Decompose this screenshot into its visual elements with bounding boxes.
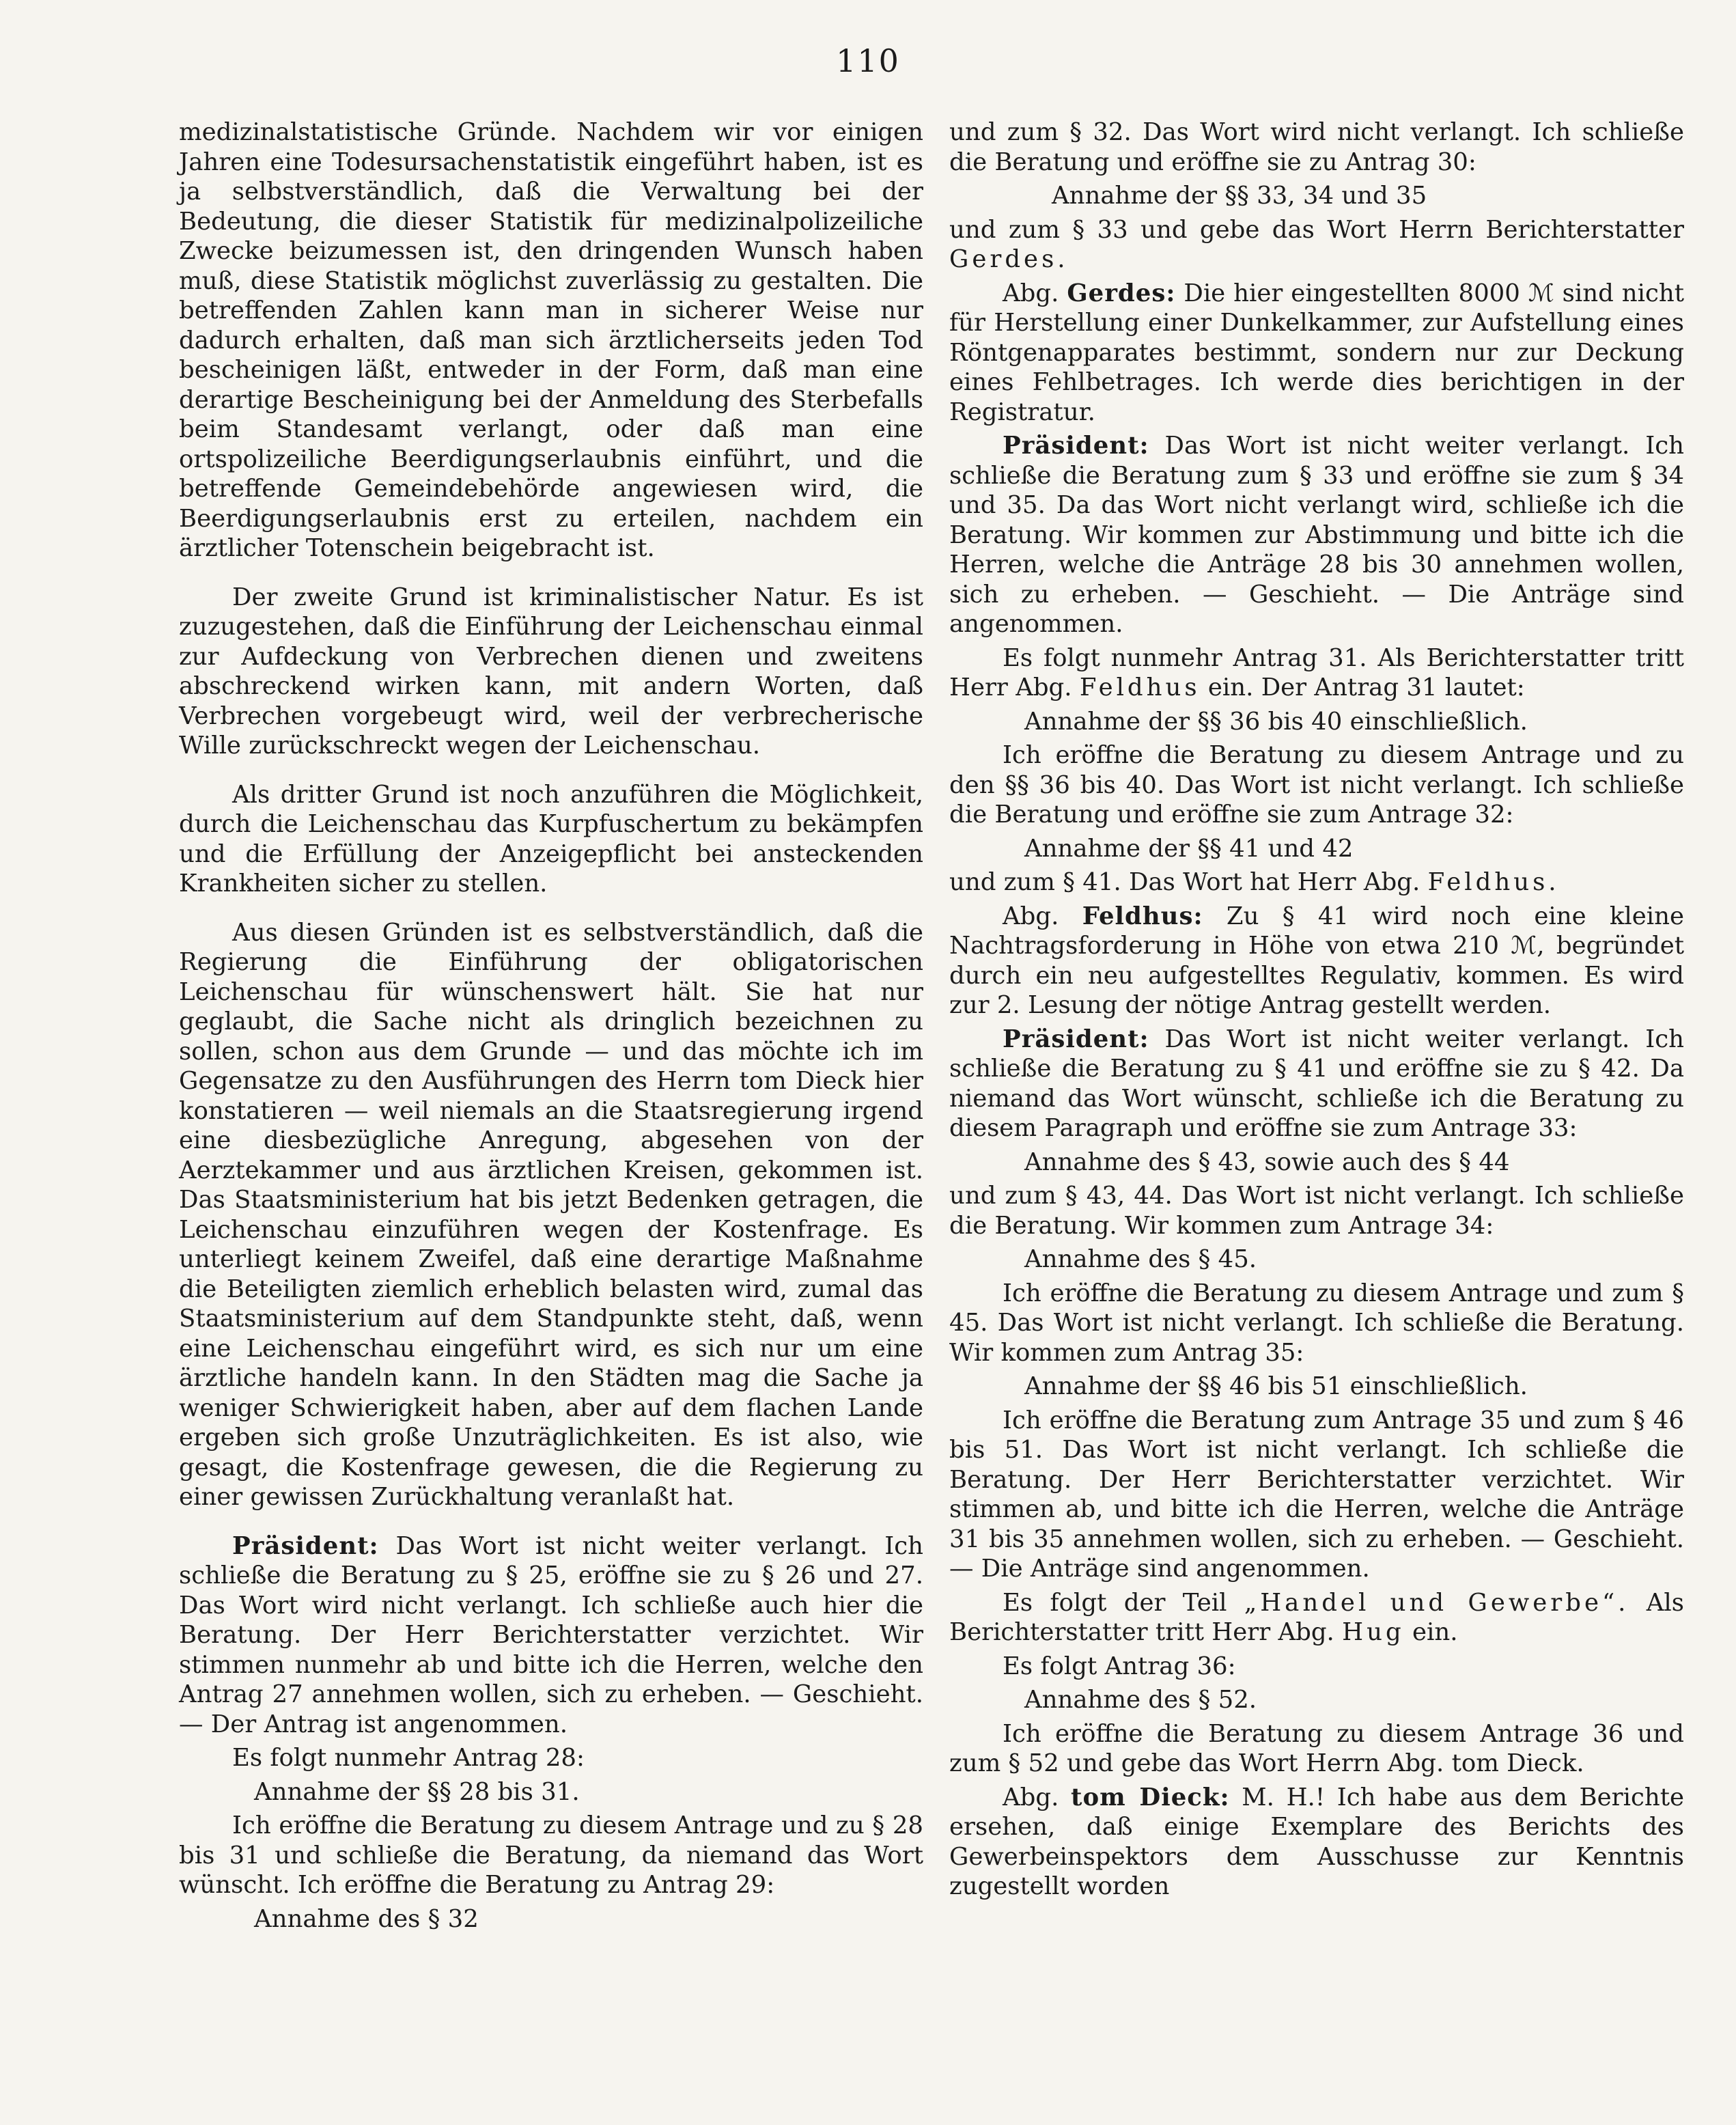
paragraph: Als dritter Grund ist noch anzuführen die Möglichkeit, durch die Leichenschau das Kurpfuschertum zu bekämpfen und die Erfüllung der Anzeigepflicht bei ansteckenden Krankheiten sicher zu stellen. <box>179 780 923 898</box>
paragraph <box>949 867 1684 898</box>
person-name: Feldhus. <box>1427 868 1560 896</box>
motion-quote: Annahme der §§ 46 bis 51 einschließlich. <box>1024 1372 1528 1400</box>
person-name: Hug <box>1342 1618 1405 1646</box>
speech-paragraph <box>949 1783 1684 1902</box>
person-name: Feldhus <box>1079 673 1201 702</box>
paragraph: medizinalstatistische Gründe. Nachdem wir vor einigen Jahren eine Todesursachenstatistik eingeführt haben, ist es ja selbstverständlich, daß die Verwaltung bei der Bedeutung, die dieser Statistik für medizinalpolizeiliche Zwecke beizumessen ist, den dringenden Wunsch haben muß, diese Statistik möglichst zuverlässig zu gestalten. Die betreffenden Zahlen kann man in sicherer Weise nur dadurch erhalten, daß man sich ärztlicherseits jeden Tod bescheinigen läßt, entweder in der Form, daß man eine derartige Bescheinigung bei der Anmeldung des Sterbefalls beim Standesamt verlangt, oder daß man eine ortspolizeiliche Beerdigungserlaubnis einführt, und die betreffende Gemeindebehörde angewiesen wird, die Beerdigungserlaubnis erst zu erteilen, nachdem ein ärztlicher Totenschein beigebracht ist. <box>179 118 923 562</box>
paragraph: Ich eröffne die Beratung zu diesem Antrage und zum § 45. Das Wort ist nicht verlangt. Ich schließe die Beratung. Wir kommen zum Antrag 35: <box>949 1279 1684 1367</box>
paragraph <box>949 1588 1684 1648</box>
right-column <box>949 117 1684 1902</box>
motion-quote: Annahme der §§ 36 bis 40 einschließlich. <box>1024 707 1528 736</box>
speech-text: Das Wort ist nicht weiter verlangt. Ich schließe die Beratung zum § 33 und eröffne sie zum § 34 und 35. Da das Wort nicht verlangt wird, schließe ich die Beratung. Wir kommen zur Abstimmung und bitte ich die Herren, welche die Anträge 28 bis 30 annehmen wollen, sich zu erheben. — Geschieht. — Die Anträge sind angenommen. <box>949 432 1684 638</box>
speech-paragraph <box>949 1025 1684 1143</box>
paragraph: Es folgt nunmehr Antrag 28: <box>232 1744 585 1772</box>
speech-text: Das Wort ist nicht weiter verlangt. Ich schließe die Beratung zu § 41 und eröffne sie zu § 42. Da niemand das Wort wünscht, schließe ich die Beratung zu diesem Paragraph und eröffne sie zum Antrage 33: <box>949 1025 1684 1142</box>
speaker-name: Gerdes: <box>1067 279 1176 307</box>
section-title: „Handel und Gewerbe“. <box>1244 1588 1629 1617</box>
speaker-name: Präsident: <box>232 1531 379 1560</box>
speech-text: Die hier eingestellten 8000 ℳ sind nicht für Herstellung einer Dunkelkammer, zur Aufstellung eines Röntgenapparates bestimmt, sondern nur zur Deckung eines Fehlbetrages. Ich werde dies berichtigen in der Registratur. <box>949 279 1684 426</box>
paragraph: und zum § 32. Das Wort wird nicht verlangt. Ich schließe die Beratung und eröffne sie zu Antrag 30: <box>949 118 1684 176</box>
motion-quote: Annahme des § 52. <box>1024 1686 1257 1714</box>
paragraph: Ich eröffne die Beratung zu diesem Antrage und zu § 28 bis 31 und schließe die Beratung, da niemand das Wort wünscht. Ich eröffne die Beratung zu Antrag 29: <box>179 1811 923 1899</box>
speech-paragraph <box>949 431 1684 639</box>
text-run: Als Berichterstatter tritt Herr Abg. <box>949 1588 1684 1646</box>
speaker-name: Feldhus: <box>1082 902 1203 930</box>
paragraph: Ich eröffne die Beratung zu diesem Antrage 36 und zum § 52 und gebe das Wort Herrn Abg. tom Dieck. <box>949 1719 1684 1777</box>
paragraph: Ich eröffne die Beratung zu diesem Antrage und zu den §§ 36 bis 40. Das Wort ist nicht verlangt. Ich schließe die Beratung und eröffne sie zum Antrage 32: <box>949 741 1684 829</box>
person-name: Gerdes. <box>949 245 1069 273</box>
motion-quote: Annahme des § 32 <box>254 1904 479 1933</box>
text-run: und zum § 33 und gebe das Wort Herrn Berichterstatter <box>949 215 1684 244</box>
page-number: 110 <box>836 42 900 79</box>
speaker-prefix: Abg. <box>1003 902 1059 930</box>
speaker-name: Präsident: <box>1003 1025 1149 1053</box>
paragraph <box>949 643 1684 703</box>
speech-text: Zu § 41 wird noch eine kleine Nachtragsforderung in Höhe von etwa 210 ℳ, begründet durch ein neu aufgestelltes Regulativ, kommen. Es wird zur 2. Lesung der nötige Antrag gestellt werden. <box>949 902 1684 1019</box>
speech-paragraph <box>949 902 1684 1020</box>
speech-text: Das Wort ist nicht weiter verlangt. Ich schließe die Beratung zu § 25, eröffne sie zu § 26 und 27. Das Wort wird nicht verlangt. Ich schließe auch hier die Beratung. Der Herr Berichterstatter verzichtet. Wir stimmen nunmehr ab und bitte ich die Herren, welche den Antrag 27 annehmen wollen, sich zu erheben. — Geschieht. — Der Antrag ist angenommen. <box>179 1531 923 1738</box>
speaker-name: Präsident: <box>1003 432 1149 460</box>
motion-quote: Annahme der §§ 33, 34 und 35 <box>1052 182 1427 210</box>
paragraph <box>949 215 1684 275</box>
left-column <box>179 117 923 1934</box>
text-run: Es folgt der Teil <box>1003 1588 1227 1617</box>
motion-quote: Annahme der §§ 41 und 42 <box>1024 834 1354 863</box>
text-run: ein. <box>1412 1618 1458 1646</box>
paragraph: Der zweite Grund ist kriminalistischer Natur. Es ist zuzugestehen, daß die Einführung der Leichenschau einmal zur Aufdeckung von Verbrechen dienen und zweitens abschreckend wirken kann, mit andern Worten, daß Verbrechen vorgebeugt wird, weil der verbrecherische Wille zurückschreckt wegen der Leichenschau. <box>179 583 923 760</box>
paragraph: Aus diesen Gründen ist es selbstverständlich, daß die Regierung die Einführung der obligatorischen Leichenschau für wünschenswert hält. Sie hat nur geglaubt, die Sache nicht als dringlich bezeichnen zu sollen, schon aus dem Grunde — und das möchte ich im Gegensatze zu den Ausführungen des Herrn tom Dieck hier konstatieren — weil niemals an die Staatsregierung irgend eine diesbezügliche Anregung, abgesehen von der Aerztekammer und aus ärztlichen Kreisen, gekommen ist. Das Staatsministerium hat bis jetzt Bedenken getragen, die Leichenschau einzuführen wegen der Kostenfrage. Es unterliegt keinem Zweifel, daß eine derartige Maßnahme die Beteiligten ziemlich erheblich belasten wird, zumal das Staatsministerium auf dem Standpunkte steht, daß, wenn eine Leichenschau eingeführt wird, es sich nur um eine ärztliche handeln kann. In den Städten mag die Sache ja weniger Schwierigkeit haben, aber auf dem flachen Lande ergeben sich große Unzuträglichkeiten. Es ist also, wie gesagt, die Kostenfrage gewesen, die die Regierung zu einer gewissen Zurückhaltung veranlaßt hat. <box>179 918 923 1511</box>
text-run: und zum § 41. Das Wort hat Herr Abg. <box>949 868 1420 896</box>
paragraph: und zum § 43, 44. Das Wort ist nicht verlangt. Ich schließe die Beratung. Wir kommen zum Antrage 34: <box>949 1182 1684 1240</box>
paragraph: Ich eröffne die Beratung zum Antrage 35 und zum § 46 bis 51. Das Wort ist nicht verlangt. Ich schließe die Beratung. Der Herr Berichterstatter verzichtet. Wir stimmen ab, und bitte ich die Herren, welche die Anträge 31 bis 35 annehmen wollen, sich zu erheben. — Geschieht. — Die Anträge sind angenommen. <box>949 1406 1684 1583</box>
speaker-prefix: Abg. <box>1003 279 1059 307</box>
speech-paragraph <box>179 1531 923 1740</box>
speech-text: M. H.! Ich habe aus dem Berichte ersehen, daß einige Exemplare des Berichts des Gewerbeinspektors dem Ausschusse zur Kenntnis zugestellt worden <box>949 1783 1684 1900</box>
text-run: Es folgt nunmehr Antrag 31. Als Berichterstatter tritt Herr Abg. <box>949 643 1684 702</box>
speaker-prefix: Abg. <box>1003 1783 1059 1811</box>
motion-quote: Annahme der §§ 28 bis 31. <box>254 1777 580 1806</box>
motion-quote: Annahme des § 45. <box>1024 1245 1257 1273</box>
motion-quote: Annahme des § 43, sowie auch des § 44 <box>1024 1148 1510 1176</box>
text-run: ein. Der Antrag 31 lautet: <box>1207 673 1525 702</box>
paragraph: Es folgt Antrag 36: <box>1003 1652 1236 1680</box>
speaker-name: tom Dieck: <box>1071 1783 1230 1811</box>
speech-paragraph <box>949 279 1684 428</box>
